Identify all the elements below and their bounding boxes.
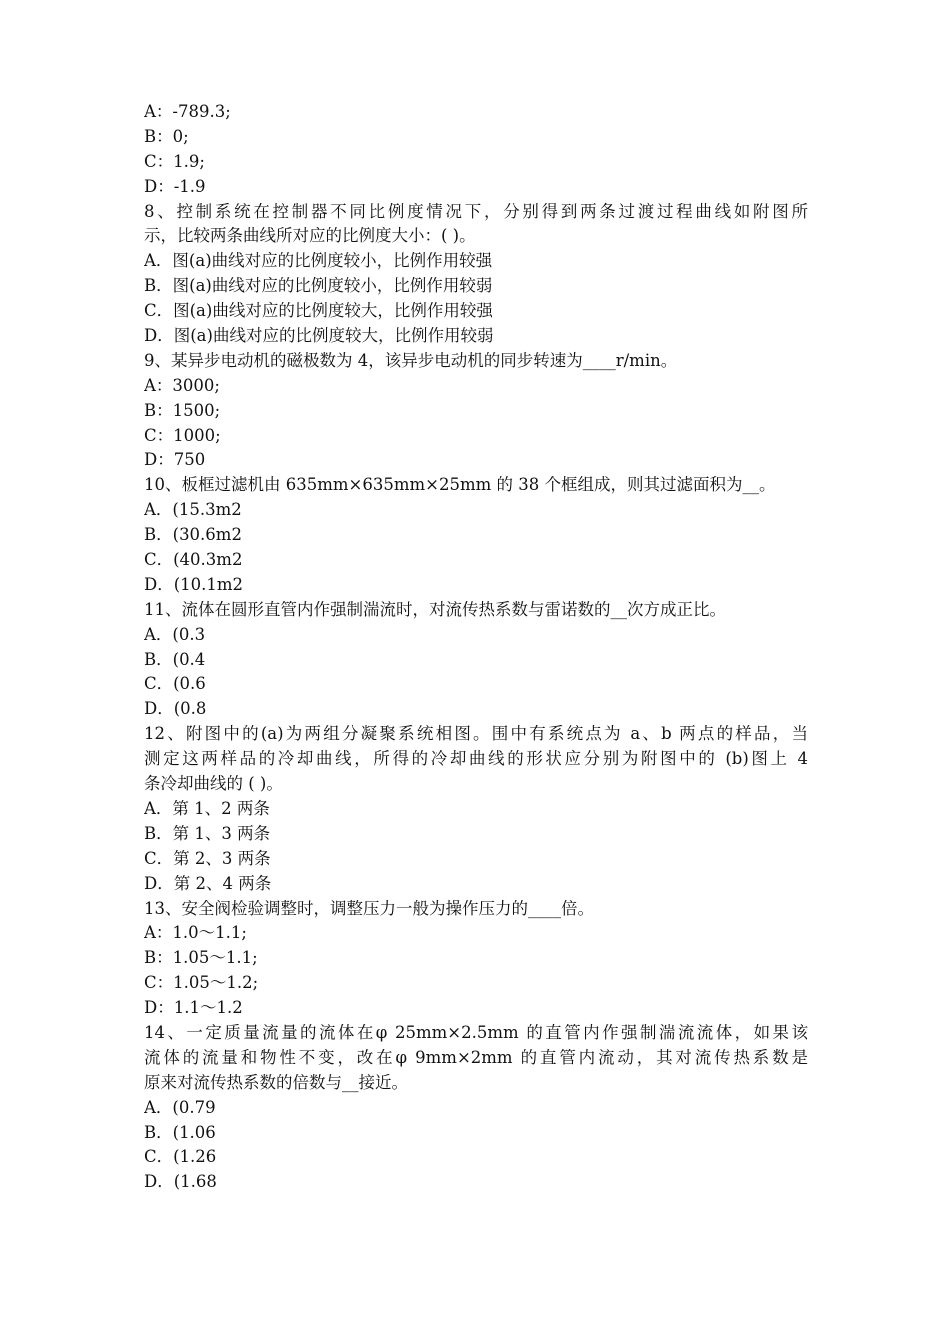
option-a: A．第 1、2 两条: [144, 798, 270, 818]
option-d: D：-1.9: [144, 176, 206, 196]
question-11: [144, 598, 808, 722]
question-stem-line: 9、某异步电动机的磁极数为 4，该异步电动机的同步转速为____r/min。: [144, 350, 678, 370]
question-7-options: [144, 100, 808, 200]
option-b: B．(30.6m2: [144, 525, 242, 545]
question-stem-line: 10、板框过滤机由 635mm×635mm×25mm 的 38 个框组成，则其过滤面积为__。: [144, 475, 776, 495]
option-d: D．(1.68: [144, 1172, 217, 1192]
option-b: B．(0.4: [144, 649, 206, 669]
question-8: [144, 200, 808, 349]
question-9: [144, 349, 808, 473]
option-c: C．(1.26: [144, 1147, 217, 1167]
option-a: A．(15.3m2: [144, 500, 242, 520]
question-stem-line: 原来对流传热系数的倍数与__接近。: [144, 1072, 408, 1092]
option-a: A：3000;: [144, 375, 220, 395]
option-d: D：1.1～1.2: [144, 998, 243, 1018]
question-stem-line: 流体的流量和物性不变，改在φ 9mm×2mm 的直管内流动，其对流传热系数是: [144, 1047, 808, 1067]
option-c: C．(0.6: [144, 674, 206, 694]
question-stem-line: 示，比较两条曲线所对应的比例度大小：( )。: [144, 226, 476, 246]
option-d: D．图(a)曲线对应的比例度较大，比例作用较弱: [144, 326, 494, 346]
option-c: C：1000;: [144, 425, 221, 445]
option-b: B．图(a)曲线对应的比例度较小，比例作用较弱: [144, 276, 493, 296]
option-b: B：1500;: [144, 400, 221, 420]
option-a: A：-789.3;: [144, 102, 231, 121]
option-b: B：0;: [144, 126, 189, 146]
option-b: B：1.05～1.1;: [144, 948, 258, 968]
option-a: A．(0.3: [144, 624, 206, 644]
option-a: A．图(a)曲线对应的比例度较小，比例作用较强: [144, 251, 493, 271]
option-d: D：750: [144, 450, 206, 470]
option-a: A．(0.79: [144, 1097, 216, 1117]
question-stem-line: 条冷却曲线的 ( )。: [144, 774, 283, 794]
option-a: A：1.0～1.1;: [144, 923, 247, 943]
question-13: [144, 897, 808, 1021]
option-c: C．第 2、3 两条: [144, 848, 271, 868]
option-b: B．第 1、3 两条: [144, 823, 271, 843]
question-stem-line: 8、控制系统在控制器不同比例度情况下，分别得到两条过渡过程曲线如附图所: [144, 201, 808, 221]
question-stem-line: 测定这两样品的冷却曲线，所得的冷却曲线的形状应分别为附图中的 (b)图上 4: [144, 749, 808, 769]
option-c: C：1.05～1.2;: [144, 973, 259, 993]
option-d: D．(0.8: [144, 699, 207, 719]
option-c: C：1.9;: [144, 151, 205, 171]
question-10: [144, 473, 808, 597]
option-d: D．第 2、4 两条: [144, 873, 272, 893]
question-14: [144, 1021, 808, 1195]
question-12: [144, 722, 808, 896]
question-stem-line: 14、一定质量流量的流体在φ 25mm×2.5mm 的直管内作强制湍流流体，如果该: [144, 1022, 808, 1042]
option-c: C．图(a)曲线对应的比例度较大，比例作用较强: [144, 301, 493, 321]
option-d: D．(10.1m2: [144, 574, 244, 594]
option-b: B．(1.06: [144, 1122, 216, 1142]
question-stem-line: 12、附图中的(a)为两组分凝聚系统相图。围中有系统点为 a、b 两点的样品，当: [144, 724, 808, 744]
question-stem-line: 11、流体在圆形直管内作强制湍流时，对流传热系数与雷诺数的__次方成正比。: [144, 599, 726, 619]
question-stem-line: 13、安全阀检验调整时，调整压力一般为操作压力的____倍。: [144, 898, 594, 918]
document-body: [144, 100, 808, 1195]
option-c: C．(40.3m2: [144, 550, 243, 570]
